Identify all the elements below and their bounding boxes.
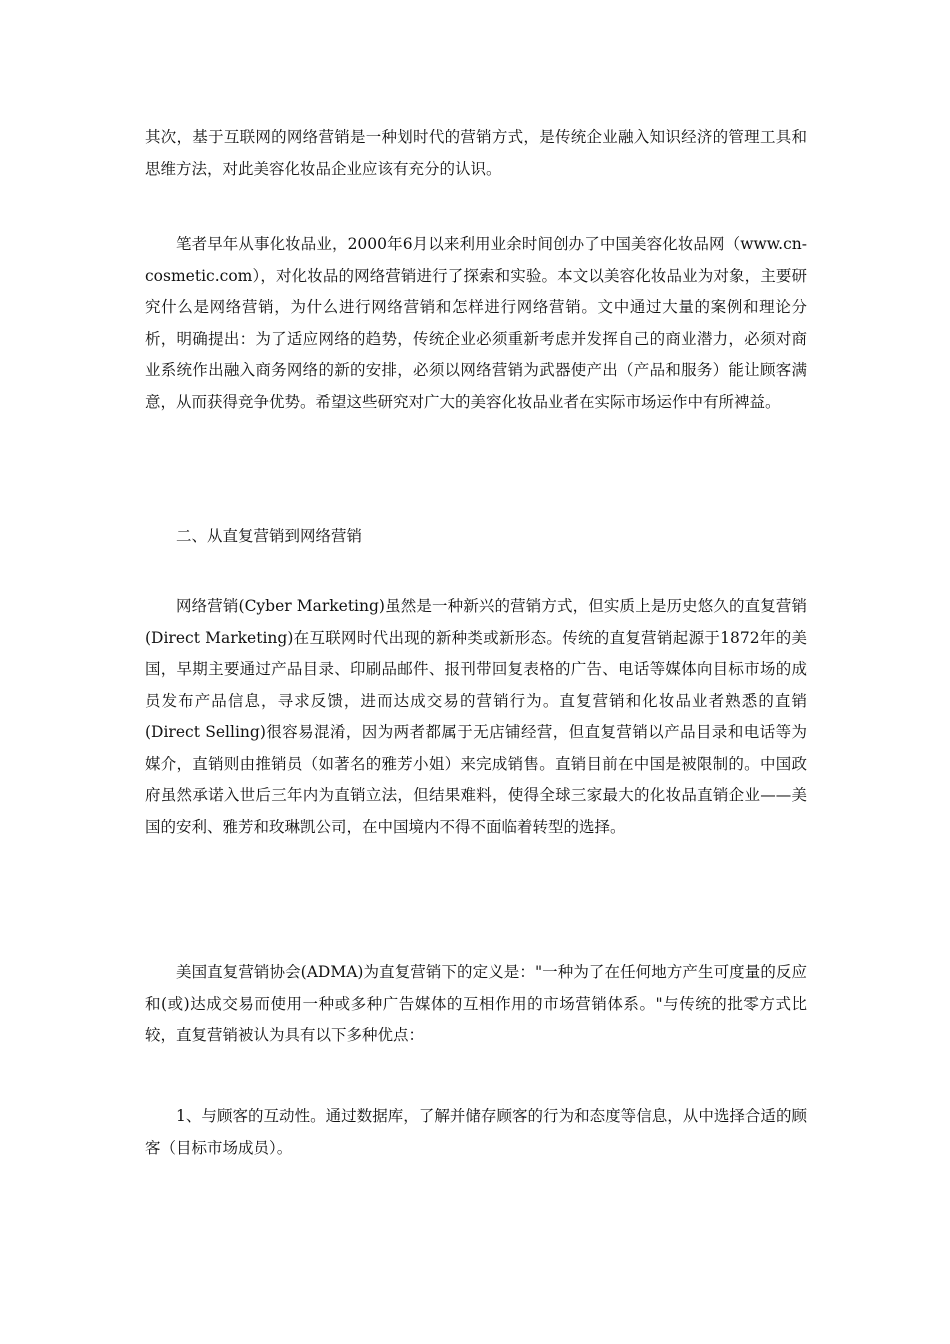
section-heading: 二、从直复营销到网络营销 xyxy=(176,527,363,545)
paragraph-author-background: 笔者早年从事化妆品业，2000年6月以来利用业余时间创办了中国美容化妆品网（www.cn-cosmetic.com），对化妆品的网络营销进行了探索和实验。本文以美容化妆品业为对象，主要研究什么是网络营销，为什么进行网络营销和怎样进行网络营销。文中通过大量的案例和理论分析，明确提出：为了适应网络的趋势，传统企业必须重新考虑并发挥自己的商业潜力，必须对商业系统作出融入商务网络的新的安排，必须以网络营销为武器使产出（产品和服务）能让顾客满意，从而获得竞争优势。希望这些研究对广大的美容化妆品业者在实际市场运作中有所裨益。 xyxy=(145,235,807,411)
paragraph-intro: 其次，基于互联网的网络营销是一种划时代的营销方式，是传统企业融入知识经济的管理工具和思维方法，对此美容化妆品企业应该有充分的认识。 xyxy=(145,128,807,178)
paragraph-direct-marketing: 网络营销(Cyber Marketing)虽然是一种新兴的营销方式，但实质上是历史悠久的直复营销(Direct Marketing)在互联网时代出现的新种类或新形态。传统的直复营销起源于1872年的美国，早期主要通过产品目录、印刷品邮件、报刊带回复表格的广告、电话等媒体向目标市场的成员发布产品信息，寻求反馈，进而达成交易的营销行为。直复营销和化妆品业者熟悉的直销(Direct Selling)很容易混淆，因为两者都属于无店铺经营，但直复营销以产品目录和电话等为媒介，直销则由推销员（如著名的雅芳小姐）来完成销售。直销目前在中国是被限制的。中国政府虽然承诺入世后三年内为直销立法，但结果难料，使得全球三家最大的化妆品直销企业——美国的安利、雅芳和玫琳凯公司，在中国境内不得不面临着转型的选择。 xyxy=(145,597,807,836)
paragraph-list-item-1: 1、与顾客的互动性。通过数据库，了解并储存顾客的行为和态度等信息，从中选择合适的顾客（目标市场成员）。 xyxy=(145,1107,807,1157)
paragraph-adma-definition: 美国直复营销协会(ADMA)为直复营销下的定义是："一种为了在任何地方产生可度量的反应和(或)达成交易而使用一种或多种广告媒体的互相作用的市场营销体系。"与传统的批零方式比较，直复营销被认为具有以下多种优点： xyxy=(145,963,807,1044)
